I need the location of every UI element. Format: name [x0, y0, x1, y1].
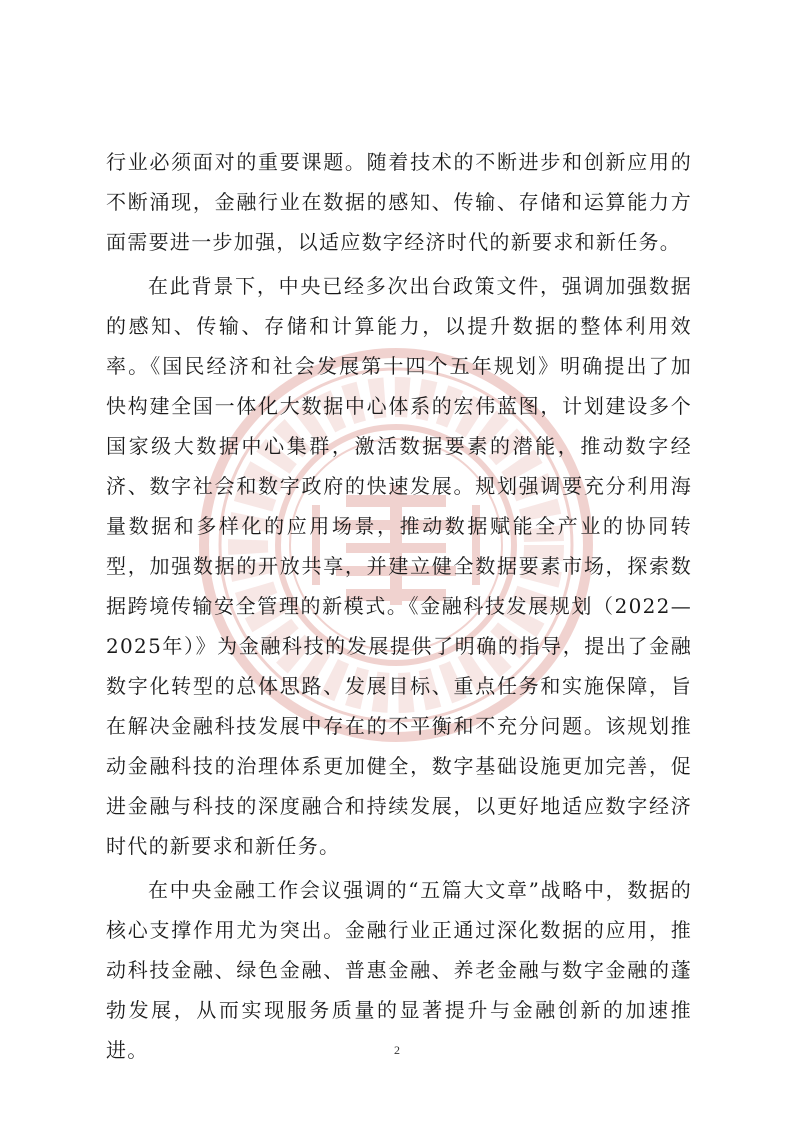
paragraph-1: 行业必须面对的重要课题。随着技术的不断进步和创新应用的不断涌现，金融行业在数据的感知、传输、存储和运算能力方面需要进一步加强，以适应数字经济时代的新要求和新任务。 — [106, 150, 692, 254]
paragraph-3: 在中央金融工作会议强调的“五篇大文章”战略中，数据的核心支撑作用尤为突出。金融行业正通过深化数据的应用，推动科技金融、绿色金融、普惠金融、养老金融与数字金融的蓬勃发展，从而实现服务质量的显著提升与金融创新的加速推进。 — [106, 878, 692, 1062]
paragraph-2: 在此背景下，中央已经多次出台政策文件，强调加强数据的感知、传输、存储和计算能力，以提升数据的整体利用效率。《国民经济和社会发展第十四个五年规划》明确提出了加快构建全国一体化大数据中心体系的宏伟蓝图，计划建设多个国家级大数据中心集群，激活数据要素的潜能，推动数字经济、数字社会和数字政府的快速发展。规划强调要充分利用海量数据和多样化的应用场景，推动数据赋能全产业的协同转型，加强数据的开放共享，并建立健全数据要素市场，探索数据跨境传输安全管理的新模式。《金融科技发展规划（2022—2025年）》为金融科技的发展提供了明确的指导，提出了金融数字化转型的总体思路、发展目标、重点任务和实施保障，旨在解决金融科技发展中存在的不平衡和不充分问题。该规划推动金融科技的治理体系更加健全，数字基础设施更加完善，促进金融与科技的深度融合和持续发展，以更好地适应数字经济时代的新要求和新任务。 — [106, 274, 692, 858]
document-body — [106, 142, 692, 1074]
page-number: 2 — [394, 1043, 400, 1057]
